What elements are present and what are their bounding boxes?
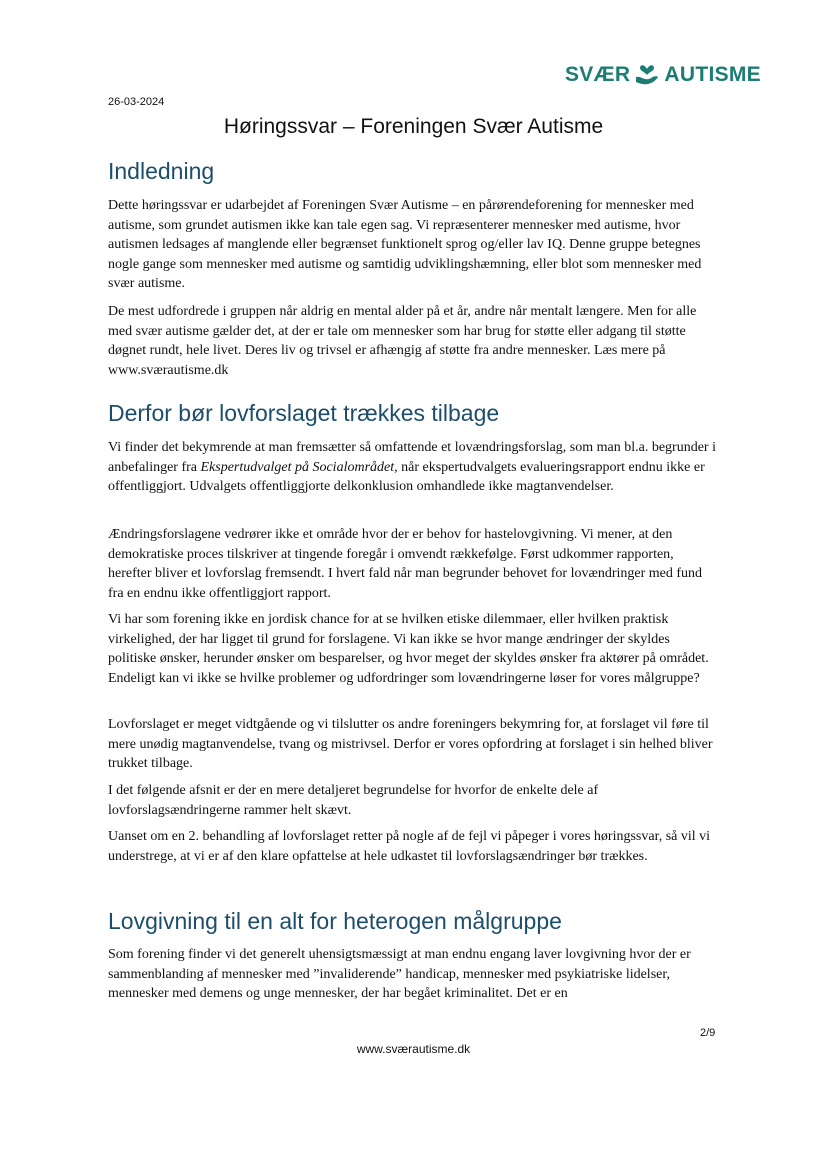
document-date: 26-03-2024 (108, 96, 165, 108)
section-heading-lovgivning: Lovgivning til en alt for heterogen målgruppe (108, 908, 562, 934)
paragraph (108, 438, 720, 497)
heart-hand-icon (635, 64, 659, 86)
section-heading-indledning: Indledning (108, 158, 215, 184)
paragraph: Ændringsforslagene vedrører ikke et område hvor der er behov for hastelovgivning. Vi mener, at den demokratiske proces tilskriver at tingende foregår i omvendt rækkefølge. Først udkommer rapporten, herefter bliver et lovforslag fremsendt. I hvert fald når man begrunder behovet for lovændringer med fund fra en endnu ikke offentliggjort rapport. (108, 527, 703, 601)
paragraph: Som forening finder vi det generelt uhensigtsmæssigt at man endnu engang laver lovgivning hvor der er sammenblanding af mennesker med ”invaliderende” handicap, mennesker med psykiatriske lidelser, mennesker med demens og unge mennesker, der har begået kriminalitet. Det er en (108, 947, 691, 1001)
paragraph: Vi har som forening ikke en jordisk chance for at se hvilken etiske dilemmaer, eller hvilken praktisk virkelighed, der har ligget til grund for forslagene. Vi kan ikke se hvor mange ændringer der skyldes politiske ønsker, herunder ønsker om besparelser, og hvor meget der skyldes ønsker fra aktører på området. Endeligt kan vi ikke se hvilke problemer og udfordringer som lovændringerne løser for vores målgruppe? (108, 612, 709, 686)
paragraph: De mest udfordrede i gruppen når aldrig en mental alder på et år, andre når mentalt længere. Men for alle med svær autisme gælder det, at der er tale om mennesker som har brug for støtte eller adgang til støtte døgnet rundt, hele livet. Deres liv og trivsel er afhængig af støtte fra andre mennesker. Læs mere på www.sværautisme.dk (108, 304, 697, 378)
paragraph: Uanset om en 2. behandling af lovforslaget retter på nogle af de fejl vi påpeger i vores høringssvar, så vil vi understrege, at vi er af den klare opfattelse at hele udkastet til lovforslagsændringer bør trækkes. (108, 829, 711, 864)
logo-text-right: AUTISME (664, 63, 761, 86)
paragraph-text: , når ekspertudvalgets evalueringsrapport endnu ikke er offentliggjort. Udvalgets offentliggjorte delkonklusion omhandlede ikke magtanvendelser. (108, 459, 705, 494)
page-number: 2/9 (700, 1027, 716, 1039)
paragraph-emphasis: Ekspertudvalget på Socialområdet (200, 459, 395, 475)
paragraph: Lovforslaget er meget vidtgående og vi tilslutter os andre foreningers bekymring for, at forslaget vil føre til mere unødig magtanvendelse, tvang og mistrivsel. Derfor er vores opfordring at forslaget i sin helhed bliver trukket tilbage. (108, 717, 713, 771)
paragraph-text: Vi finder det bekymrende at man fremsætter så omfattende et lovændringsforslag, som man bl.a. begrunder i anbefalinger fra (108, 440, 716, 475)
section-heading-derfor: Derfor bør lovforslaget trækkes tilbage (108, 400, 500, 426)
paragraph: I det følgende afsnit er der en mere detaljeret begrundelse for hvorfor de enkelte dele af lovforslagsændringerne rammer helt skævt. (108, 783, 599, 818)
footer-url: www.sværautisme.dk (356, 1042, 471, 1056)
paragraph: Dette høringssvar er udarbejdet af Foreningen Svær Autisme – en pårørendeforening for mennesker med autisme, som grundet autismen ikke kan tale egen sag. Vi repræsenterer mennesker med autisme, hvor autismen ledsages af manglende eller begrænset funktionelt sprog og/eller lav IQ. Denne gruppe betegnes nogle gange som mennesker med autisme og samtidig udviklingshæmning, eller blot som mennesker med svær autisme. (108, 198, 702, 291)
logo (565, 63, 761, 87)
document-title: Høringssvar – Foreningen Svær Autisme (223, 115, 604, 138)
logo-text-left: SVÆR (565, 63, 631, 86)
